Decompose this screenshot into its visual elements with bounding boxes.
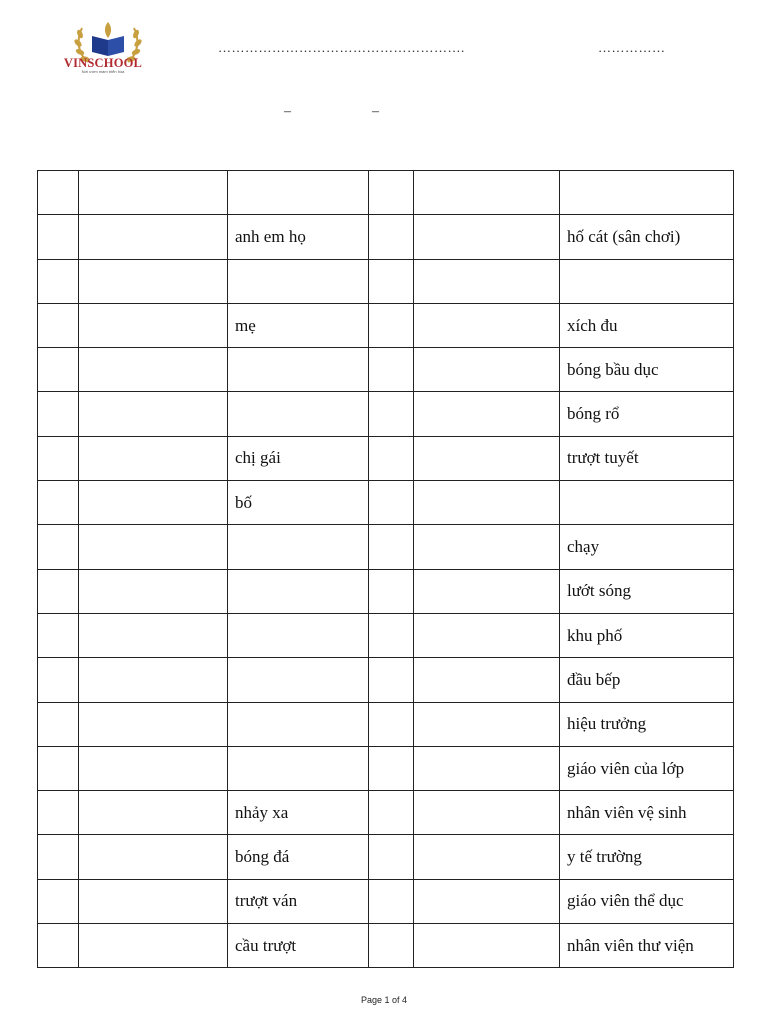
meaning-cell-left: [228, 569, 369, 613]
meaning-cell-right: giáo viên thể dục: [560, 879, 734, 923]
english-word-cell: [79, 791, 228, 835]
english-word-cell: [414, 613, 560, 657]
meaning-cell-right: xích đu: [560, 303, 734, 347]
number-cell: [369, 436, 414, 480]
english-word-cell: [414, 835, 560, 879]
meaning-cell-left: [228, 658, 369, 702]
number-cell: [369, 392, 414, 436]
meaning-cell-right: lướt sóng: [560, 569, 734, 613]
number-cell: [369, 215, 414, 259]
meaning-cell-left: [228, 613, 369, 657]
meaning-cell-left: bố: [228, 481, 369, 525]
english-word-cell: [79, 436, 228, 480]
meaning-cell-left: anh em họ: [228, 215, 369, 259]
english-word-cell: [79, 835, 228, 879]
table-row: [38, 303, 734, 347]
meaning-cell-left: [228, 171, 369, 215]
meaning-cell-right: bóng bầu dục: [560, 348, 734, 392]
meaning-cell-left: mẹ: [228, 303, 369, 347]
meaning-cell-left: [228, 525, 369, 569]
meaning-cell-right: chạy: [560, 525, 734, 569]
dash-1: –: [284, 104, 291, 119]
class-blank-line: ……………: [598, 40, 666, 55]
english-word-cell: [79, 924, 228, 968]
english-word-cell: [414, 924, 560, 968]
english-word-cell: [79, 259, 228, 303]
number-cell: [369, 525, 414, 569]
english-word-cell: [79, 348, 228, 392]
english-word-cell: [79, 702, 228, 746]
number-cell: [38, 171, 79, 215]
name-blank-line: ……………………………………………….: [218, 40, 465, 55]
meaning-cell-right: trượt tuyết: [560, 436, 734, 480]
meaning-cell-left: [228, 702, 369, 746]
dash-2: –: [372, 104, 379, 119]
number-cell: [369, 613, 414, 657]
number-cell: [369, 835, 414, 879]
number-cell: [369, 569, 414, 613]
table-row: [38, 259, 734, 303]
table-row: [38, 392, 734, 436]
table-row: [38, 215, 734, 259]
meaning-cell-left: chị gái: [228, 436, 369, 480]
english-word-cell: [414, 259, 560, 303]
number-cell: [369, 791, 414, 835]
number-cell: [38, 303, 79, 347]
number-cell: [38, 835, 79, 879]
table-row: [38, 436, 734, 480]
number-cell: [38, 879, 79, 923]
table-row: [38, 658, 734, 702]
meaning-cell-left: nhảy xa: [228, 791, 369, 835]
number-cell: [369, 924, 414, 968]
english-word-cell: [79, 613, 228, 657]
meaning-cell-right: [560, 481, 734, 525]
number-cell: [38, 392, 79, 436]
english-word-cell: [79, 481, 228, 525]
number-cell: [38, 348, 79, 392]
meaning-cell-right: [560, 259, 734, 303]
number-cell: [369, 259, 414, 303]
english-word-cell: [414, 481, 560, 525]
table-row: [38, 835, 734, 879]
number-cell: [38, 613, 79, 657]
english-word-cell: [414, 436, 560, 480]
english-word-cell: [79, 392, 228, 436]
number-cell: [38, 259, 79, 303]
english-word-cell: [79, 569, 228, 613]
english-word-cell: [414, 791, 560, 835]
meaning-cell-right: hiệu trưởng: [560, 702, 734, 746]
english-word-cell: [414, 569, 560, 613]
table-row: [38, 924, 734, 968]
english-word-cell: [414, 303, 560, 347]
number-cell: [38, 436, 79, 480]
table-row: [38, 481, 734, 525]
meaning-cell-left: [228, 348, 369, 392]
meaning-cell-left: [228, 259, 369, 303]
vocabulary-table: [37, 170, 734, 968]
meaning-cell-right: y tế trường: [560, 835, 734, 879]
meaning-cell-right: nhân viên thư viện: [560, 924, 734, 968]
english-word-cell: [79, 658, 228, 702]
table-row: [38, 746, 734, 790]
number-cell: [38, 924, 79, 968]
english-word-cell: [414, 215, 560, 259]
table-row: [38, 791, 734, 835]
number-cell: [369, 658, 414, 702]
number-cell: [38, 746, 79, 790]
meaning-cell-right: hố cát (sân chơi): [560, 215, 734, 259]
table-row: [38, 525, 734, 569]
meaning-cell-left: [228, 746, 369, 790]
english-word-cell: [414, 702, 560, 746]
table-row: [38, 613, 734, 657]
english-word-cell: [414, 525, 560, 569]
meaning-cell-right: [560, 171, 734, 215]
number-cell: [38, 569, 79, 613]
meaning-cell-left: trượt ván: [228, 879, 369, 923]
meaning-cell-left: cầu trượt: [228, 924, 369, 968]
number-cell: [38, 481, 79, 525]
number-cell: [369, 702, 414, 746]
english-word-cell: [414, 658, 560, 702]
meaning-cell-left: bóng đá: [228, 835, 369, 879]
number-cell: [38, 702, 79, 746]
english-word-cell: [414, 879, 560, 923]
number-cell: [369, 879, 414, 923]
english-word-cell: [79, 171, 228, 215]
english-word-cell: [79, 525, 228, 569]
meaning-cell-right: bóng rổ: [560, 392, 734, 436]
logo-tagline: Nơi ươm mầm triển hoa: [81, 69, 125, 74]
table-row: [38, 348, 734, 392]
table-row: [38, 171, 734, 215]
page-number: Page 1 of 4: [360, 995, 408, 1005]
meaning-cell-right: giáo viên của lớp: [560, 746, 734, 790]
number-cell: [38, 215, 79, 259]
number-cell: [38, 791, 79, 835]
table-row: [38, 879, 734, 923]
number-cell: [369, 348, 414, 392]
english-word-cell: [414, 392, 560, 436]
number-cell: [38, 658, 79, 702]
meaning-cell-right: khu phố: [560, 613, 734, 657]
english-word-cell: [79, 215, 228, 259]
number-cell: [369, 481, 414, 525]
english-word-cell: [414, 171, 560, 215]
english-word-cell: [79, 303, 228, 347]
number-cell: [369, 303, 414, 347]
number-cell: [369, 746, 414, 790]
meaning-cell-right: đầu bếp: [560, 658, 734, 702]
english-word-cell: [79, 746, 228, 790]
table-row: [38, 702, 734, 746]
english-word-cell: [79, 879, 228, 923]
number-cell: [38, 525, 79, 569]
meaning-cell-right: nhân viên vệ sinh: [560, 791, 734, 835]
logo-wordmark: VINSCHOOL: [63, 56, 143, 70]
english-word-cell: [414, 348, 560, 392]
meaning-cell-left: [228, 392, 369, 436]
english-word-cell: [414, 746, 560, 790]
table-row: [38, 569, 734, 613]
number-cell: [369, 171, 414, 215]
